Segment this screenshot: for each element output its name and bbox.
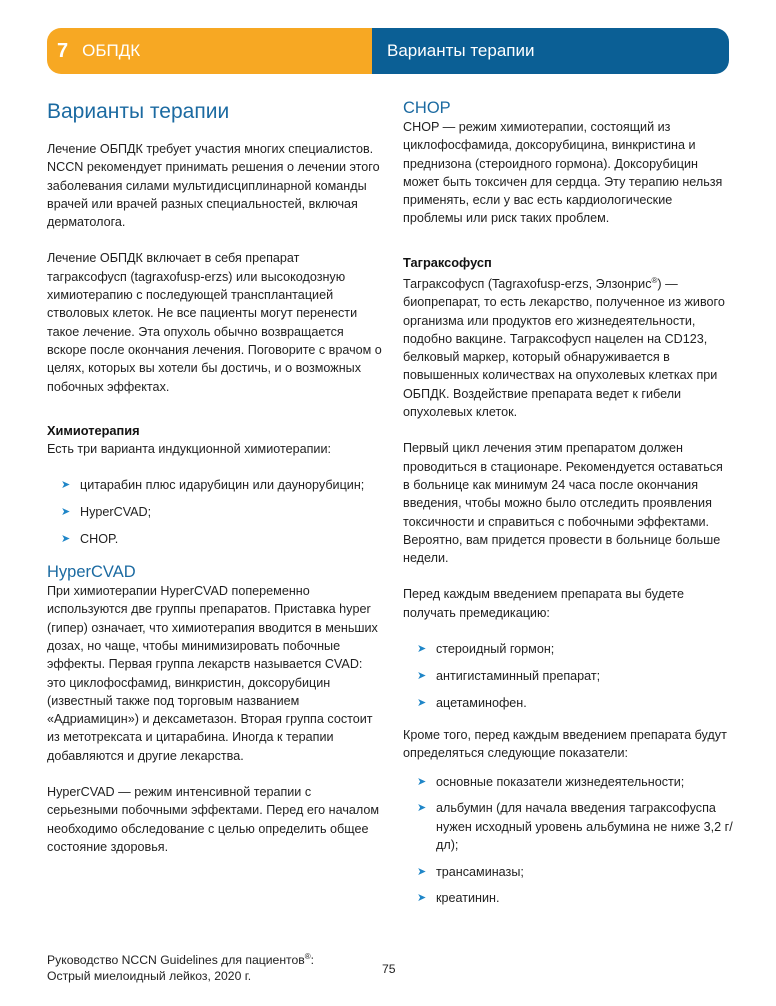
list-item: ➤ цитарабин плюс идарубицин или даунорубицин;: [61, 476, 382, 494]
footer-line-1: Руководство NCCN Guidelines для пациентов®:: [47, 952, 315, 968]
intro-paragraph-2: Лечение ОБПДК включает в себя препарат таграксофусп (tagraxofusp-erzs) или высокодозную химиотерапию с последующей трансплантацией стволовых клеток. Не все пациенты могут перенести такое лечение. Эта опухоль обычно возвращается вскоре после окончания лечения. Поговорите с врачом о целях, которых вы хотели бы достичь, и о возможных побочных эффектах.: [47, 251, 382, 394]
chevron-right-icon: ➤: [417, 865, 427, 878]
chevron-right-icon: ➤: [417, 802, 427, 815]
page-heading: Варианты терапии: [47, 100, 230, 123]
chevron-right-icon: ➤: [417, 775, 427, 788]
footer-line-2: Острый миелоидный лейкоз, 2020 г.: [47, 969, 252, 984]
chop-paragraph: CHOP — режим химиотерапии, состоящий из циклофосфамида, доксорубицина, винкристина и преднизона (стероидного гормона). Доксорубицин может быть токсичен для сердца. Эту терапию нельзя применять, если у вас есть кардиологические проблемы или риск таких проблем.: [403, 120, 723, 226]
list-item: ➤ CHOP.: [61, 530, 382, 548]
premedication-intro: Перед каждым введением препарата вы будете получать премедикацию:: [403, 587, 685, 620]
page-header: [47, 28, 729, 74]
list-item: ➤ альбумин (для начала введения таграксофуспа нужен исходный уровень альбумина не ниже 3,2 г/дл);: [417, 801, 733, 852]
chemo-list: [47, 476, 382, 548]
monitoring-list: [403, 773, 733, 908]
chevron-right-icon: ➤: [417, 669, 427, 682]
list-item: ➤ креатинин.: [417, 889, 733, 907]
chop-heading: CHOP: [403, 99, 451, 117]
header-title: Варианты терапии: [372, 28, 729, 74]
left-column: [47, 96, 382, 874]
chevron-right-icon: ➤: [61, 479, 71, 492]
list-item: ➤ HyperCVAD;: [61, 503, 382, 521]
hypercvad-paragraph-2: HyperCVAD — режим интенсивной терапии с серьезными побочными эффектами. Перед его началом необходимо обследование с целью определить общее состояние здоровья.: [47, 785, 380, 854]
hypercvad-paragraph-1: При химиотерапии HyperCVAD попеременно используются две группы препаратов. Приставка hyper (гипер) означает, что химиотерапия вводится в меньших дозах, но чаще, чтобы минимизировать побочные эффекты. Первая группа лекарств называется CVAD: это циклофосфамид, винкристин, доксорубицин (известный также под торговым названием «Адриамицин») и дексаметазон. Вторая группа состоит из метотрексата и цитарабина. Иногда к терапии добавляются и другие лекарства.: [47, 584, 378, 763]
section-name: ОБПДК: [82, 41, 141, 60]
tagraxofusp-paragraph-1: Таграксофусп (Tagraxofusp-erzs, Элзонрис®) — биопрепарат, то есть лекарство, полученное из живого организма или продуктов его жизнедеятельности, подобно вакцине. Таграксофусп нацелен на CD123, белковый маркер, который обнаруживается в повышенных количествах на опухолевых клетках при ОБПДК. Воздействие препарата ведет к гибели опухолевых клеток.: [403, 275, 725, 420]
chevron-right-icon: ➤: [61, 505, 71, 518]
chevron-right-icon: ➤: [61, 532, 71, 545]
tagraxofusp-heading: Таграксофусп: [403, 254, 492, 270]
header-section-tab: [47, 28, 372, 74]
right-column: [403, 98, 733, 922]
chemo-heading: Химиотерапия: [47, 422, 140, 438]
list-item: ➤ трансаминазы;: [417, 863, 733, 881]
chapter-number: 7: [57, 39, 69, 62]
page-footer: [47, 949, 314, 984]
chevron-right-icon: ➤: [417, 696, 427, 709]
premedication-list: [403, 640, 733, 712]
list-item: ➤ стероидный гормон;: [417, 640, 733, 658]
list-item: ➤ ацетаминофен.: [417, 694, 733, 712]
monitoring-intro: Кроме того, перед каждым введением препарата будут определяться следующие показатели:: [403, 727, 727, 761]
hypercvad-heading: HyperCVAD: [47, 563, 136, 582]
chevron-right-icon: ➤: [417, 643, 427, 656]
intro-paragraph-1: Лечение ОБПДК требует участия многих специалистов. NCCN рекомендует принимать решения о лечении этого заболевания силами мультидисциплинарной команды врачей или врачей разных специальностей, включая дерматолога.: [47, 142, 380, 230]
list-item: ➤ антигистаминный препарат;: [417, 667, 733, 685]
list-item: ➤ основные показатели жизнедеятельности;: [417, 773, 733, 791]
chevron-right-icon: ➤: [417, 892, 427, 905]
chemo-intro: Есть три варианта индукционной химиотерапии:: [47, 441, 331, 456]
tagraxofusp-paragraph-2: Первый цикл лечения этим препаратом должен проводиться в стационаре. Рекомендуется оставаться в больнице как минимум 24 часа после окончания введения, чтобы можно было отследить проявления токсичности и справиться с побочными эффектами. Вероятно, вам придется провести в больнице больше недели.: [403, 441, 723, 566]
page-number: 75: [382, 962, 396, 976]
